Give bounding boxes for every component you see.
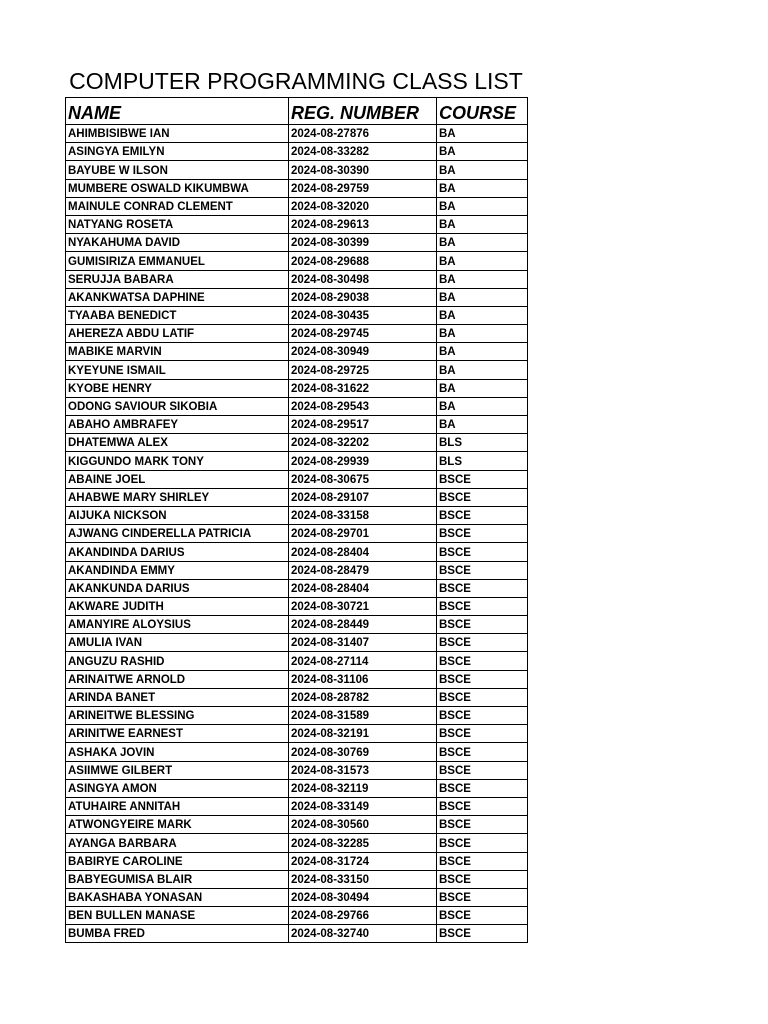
reg-number-cell: 2024-08-27876	[289, 125, 437, 143]
reg-number-cell: 2024-08-29701	[289, 525, 437, 543]
student-name-cell: ARINAITWE ARNOLD	[66, 670, 289, 688]
course-cell: BA	[437, 416, 528, 434]
reg-number-cell: 2024-08-31573	[289, 761, 437, 779]
course-cell: BSCE	[437, 816, 528, 834]
student-name-cell: AKANDINDA DARIUS	[66, 543, 289, 561]
table-row	[66, 197, 528, 215]
student-name-cell: ARINDA BANET	[66, 688, 289, 706]
student-name-cell: BABYEGUMISA BLAIR	[66, 870, 289, 888]
reg-number-cell: 2024-08-32020	[289, 197, 437, 215]
student-name-cell: TYAABA BENEDICT	[66, 306, 289, 324]
reg-number-cell: 2024-08-30498	[289, 270, 437, 288]
course-cell: BSCE	[437, 707, 528, 725]
reg-number-cell: 2024-08-29517	[289, 416, 437, 434]
course-cell: BSCE	[437, 597, 528, 615]
student-name-cell: ABAINE JOEL	[66, 470, 289, 488]
student-name-cell: AKANKUNDA DARIUS	[66, 579, 289, 597]
reg-number-cell: 2024-08-30399	[289, 234, 437, 252]
reg-number-cell: 2024-08-27114	[289, 652, 437, 670]
table-row	[66, 434, 528, 452]
course-cell: BSCE	[437, 797, 528, 815]
table-row	[66, 215, 528, 233]
column-header-reg-number: REG. NUMBER	[289, 98, 437, 125]
table-row	[66, 143, 528, 161]
reg-number-cell: 2024-08-30494	[289, 888, 437, 906]
reg-number-cell: 2024-08-32119	[289, 779, 437, 797]
reg-number-cell: 2024-08-30949	[289, 343, 437, 361]
course-cell: BA	[437, 234, 528, 252]
course-cell: BLS	[437, 452, 528, 470]
table-row	[66, 725, 528, 743]
table-row	[66, 797, 528, 815]
table-row	[66, 179, 528, 197]
course-cell: BA	[437, 215, 528, 233]
table-row	[66, 779, 528, 797]
reg-number-cell: 2024-08-31622	[289, 379, 437, 397]
student-name-cell: AHABWE MARY SHIRLEY	[66, 488, 289, 506]
course-cell: BA	[437, 197, 528, 215]
table-row	[66, 506, 528, 524]
course-cell: BA	[437, 325, 528, 343]
reg-number-cell: 2024-08-28782	[289, 688, 437, 706]
table-row	[66, 743, 528, 761]
reg-number-cell: 2024-08-28449	[289, 616, 437, 634]
table-row	[66, 652, 528, 670]
course-cell: BA	[437, 397, 528, 415]
student-name-cell: NATYANG ROSETA	[66, 215, 289, 233]
table-row	[66, 634, 528, 652]
course-cell: BA	[437, 361, 528, 379]
course-cell: BSCE	[437, 543, 528, 561]
student-name-cell: KYOBE HENRY	[66, 379, 289, 397]
table-row	[66, 343, 528, 361]
reg-number-cell: 2024-08-33282	[289, 143, 437, 161]
table-row	[66, 925, 528, 943]
table-row	[66, 888, 528, 906]
course-cell: BSCE	[437, 907, 528, 925]
reg-number-cell: 2024-08-33158	[289, 506, 437, 524]
student-name-cell: AYANGA BARBARA	[66, 834, 289, 852]
student-name-cell: BAKASHABA YONASAN	[66, 888, 289, 906]
student-name-cell: ARINEITWE BLESSING	[66, 707, 289, 725]
table-row	[66, 416, 528, 434]
table-row	[66, 616, 528, 634]
class-list-table	[65, 97, 528, 943]
course-cell: BA	[437, 143, 528, 161]
course-cell: BSCE	[437, 852, 528, 870]
student-name-cell: ASHAKA JOVIN	[66, 743, 289, 761]
table-row	[66, 234, 528, 252]
student-name-cell: MABIKE MARVIN	[66, 343, 289, 361]
reg-number-cell: 2024-08-32285	[289, 834, 437, 852]
reg-number-cell: 2024-08-33150	[289, 870, 437, 888]
student-name-cell: ANGUZU RASHID	[66, 652, 289, 670]
table-row	[66, 597, 528, 615]
course-cell: BSCE	[437, 634, 528, 652]
reg-number-cell: 2024-08-29725	[289, 361, 437, 379]
student-name-cell: AKANKWATSA DAPHINE	[66, 288, 289, 306]
reg-number-cell: 2024-08-30721	[289, 597, 437, 615]
course-cell: BSCE	[437, 725, 528, 743]
table-row	[66, 379, 528, 397]
table-row	[66, 252, 528, 270]
reg-number-cell: 2024-08-29759	[289, 179, 437, 197]
reg-number-cell: 2024-08-29107	[289, 488, 437, 506]
page-title: COMPUTER PROGRAMMING CLASS LIST	[69, 68, 523, 94]
table-row	[66, 761, 528, 779]
student-name-cell: AMULIA IVAN	[66, 634, 289, 652]
course-cell: BSCE	[437, 670, 528, 688]
course-cell: BA	[437, 161, 528, 179]
course-cell: BA	[437, 179, 528, 197]
table-row	[66, 525, 528, 543]
table-row	[66, 852, 528, 870]
course-cell: BSCE	[437, 688, 528, 706]
student-name-cell: KIGGUNDO MARK TONY	[66, 452, 289, 470]
reg-number-cell: 2024-08-30560	[289, 816, 437, 834]
student-name-cell: AMANYIRE ALOYSIUS	[66, 616, 289, 634]
course-cell: BSCE	[437, 761, 528, 779]
table-row	[66, 452, 528, 470]
student-name-cell: SERUJJA BABARA	[66, 270, 289, 288]
reg-number-cell: 2024-08-31407	[289, 634, 437, 652]
course-cell: BA	[437, 379, 528, 397]
table-body	[66, 125, 528, 943]
reg-number-cell: 2024-08-29745	[289, 325, 437, 343]
student-name-cell: KYEYUNE ISMAIL	[66, 361, 289, 379]
course-cell: BA	[437, 288, 528, 306]
student-name-cell: ASIIMWE GILBERT	[66, 761, 289, 779]
student-name-cell: MAINULE CONRAD CLEMENT	[66, 197, 289, 215]
student-name-cell: AJWANG CINDERELLA PATRICIA	[66, 525, 289, 543]
course-cell: BA	[437, 306, 528, 324]
reg-number-cell: 2024-08-29766	[289, 907, 437, 925]
reg-number-cell: 2024-08-30675	[289, 470, 437, 488]
student-name-cell: ARINITWE EARNEST	[66, 725, 289, 743]
student-name-cell: AKANDINDA EMMY	[66, 561, 289, 579]
course-cell: BSCE	[437, 561, 528, 579]
table-row	[66, 361, 528, 379]
student-name-cell: BUMBA FRED	[66, 925, 289, 943]
table-row	[66, 688, 528, 706]
reg-number-cell: 2024-08-29939	[289, 452, 437, 470]
reg-number-cell: 2024-08-28479	[289, 561, 437, 579]
course-cell: BSCE	[437, 743, 528, 761]
student-name-cell: BEN BULLEN MANASE	[66, 907, 289, 925]
reg-number-cell: 2024-08-30390	[289, 161, 437, 179]
student-name-cell: AIJUKA NICKSON	[66, 506, 289, 524]
reg-number-cell: 2024-08-31724	[289, 852, 437, 870]
student-name-cell: ATUHAIRE ANNITAH	[66, 797, 289, 815]
table-row	[66, 561, 528, 579]
student-name-cell: MUMBERE OSWALD KIKUMBWA	[66, 179, 289, 197]
course-cell: BSCE	[437, 925, 528, 943]
reg-number-cell: 2024-08-29038	[289, 288, 437, 306]
table-row	[66, 834, 528, 852]
reg-number-cell: 2024-08-28404	[289, 579, 437, 597]
course-cell: BSCE	[437, 579, 528, 597]
student-name-cell: AHEREZA ABDU LATIF	[66, 325, 289, 343]
student-name-cell: ABAHO AMBRAFEY	[66, 416, 289, 434]
reg-number-cell: 2024-08-29613	[289, 215, 437, 233]
course-cell: BA	[437, 270, 528, 288]
course-cell: BSCE	[437, 506, 528, 524]
table-row	[66, 306, 528, 324]
reg-number-cell: 2024-08-28404	[289, 543, 437, 561]
student-name-cell: ASINGYA EMILYN	[66, 143, 289, 161]
table-row	[66, 488, 528, 506]
student-name-cell: ATWONGYEIRE MARK	[66, 816, 289, 834]
reg-number-cell: 2024-08-32740	[289, 925, 437, 943]
course-cell: BSCE	[437, 525, 528, 543]
student-name-cell: NYAKAHUMA DAVID	[66, 234, 289, 252]
student-name-cell: BAYUBE W ILSON	[66, 161, 289, 179]
table-row	[66, 579, 528, 597]
course-cell: BSCE	[437, 652, 528, 670]
student-name-cell: AHIMBISIBWE IAN	[66, 125, 289, 143]
student-name-cell: BABIRYE CAROLINE	[66, 852, 289, 870]
reg-number-cell: 2024-08-29543	[289, 397, 437, 415]
student-name-cell: AKWARE JUDITH	[66, 597, 289, 615]
table-row	[66, 907, 528, 925]
table-row	[66, 707, 528, 725]
table-row	[66, 161, 528, 179]
course-cell: BLS	[437, 434, 528, 452]
reg-number-cell: 2024-08-29688	[289, 252, 437, 270]
column-header-name: NAME	[66, 98, 289, 125]
course-cell: BA	[437, 252, 528, 270]
table-row	[66, 470, 528, 488]
table-row	[66, 125, 528, 143]
table-row	[66, 397, 528, 415]
reg-number-cell: 2024-08-32202	[289, 434, 437, 452]
course-cell: BSCE	[437, 616, 528, 634]
student-name-cell: ASINGYA AMON	[66, 779, 289, 797]
course-cell: BSCE	[437, 779, 528, 797]
reg-number-cell: 2024-08-31106	[289, 670, 437, 688]
table-row	[66, 325, 528, 343]
course-cell: BSCE	[437, 470, 528, 488]
course-cell: BSCE	[437, 888, 528, 906]
table-row	[66, 816, 528, 834]
reg-number-cell: 2024-08-33149	[289, 797, 437, 815]
course-cell: BSCE	[437, 870, 528, 888]
course-cell: BA	[437, 343, 528, 361]
reg-number-cell: 2024-08-31589	[289, 707, 437, 725]
reg-number-cell: 2024-08-30769	[289, 743, 437, 761]
course-cell: BA	[437, 125, 528, 143]
table-row	[66, 270, 528, 288]
student-name-cell: DHATEMWA ALEX	[66, 434, 289, 452]
column-header-course: COURSE	[437, 98, 528, 125]
reg-number-cell: 2024-08-32191	[289, 725, 437, 743]
table-row	[66, 543, 528, 561]
header-row	[66, 98, 528, 125]
reg-number-cell: 2024-08-30435	[289, 306, 437, 324]
table-row	[66, 288, 528, 306]
table-row	[66, 870, 528, 888]
student-name-cell: ODONG SAVIOUR SIKOBIA	[66, 397, 289, 415]
course-cell: BSCE	[437, 834, 528, 852]
table-row	[66, 670, 528, 688]
course-cell: BSCE	[437, 488, 528, 506]
student-name-cell: GUMISIRIZA EMMANUEL	[66, 252, 289, 270]
